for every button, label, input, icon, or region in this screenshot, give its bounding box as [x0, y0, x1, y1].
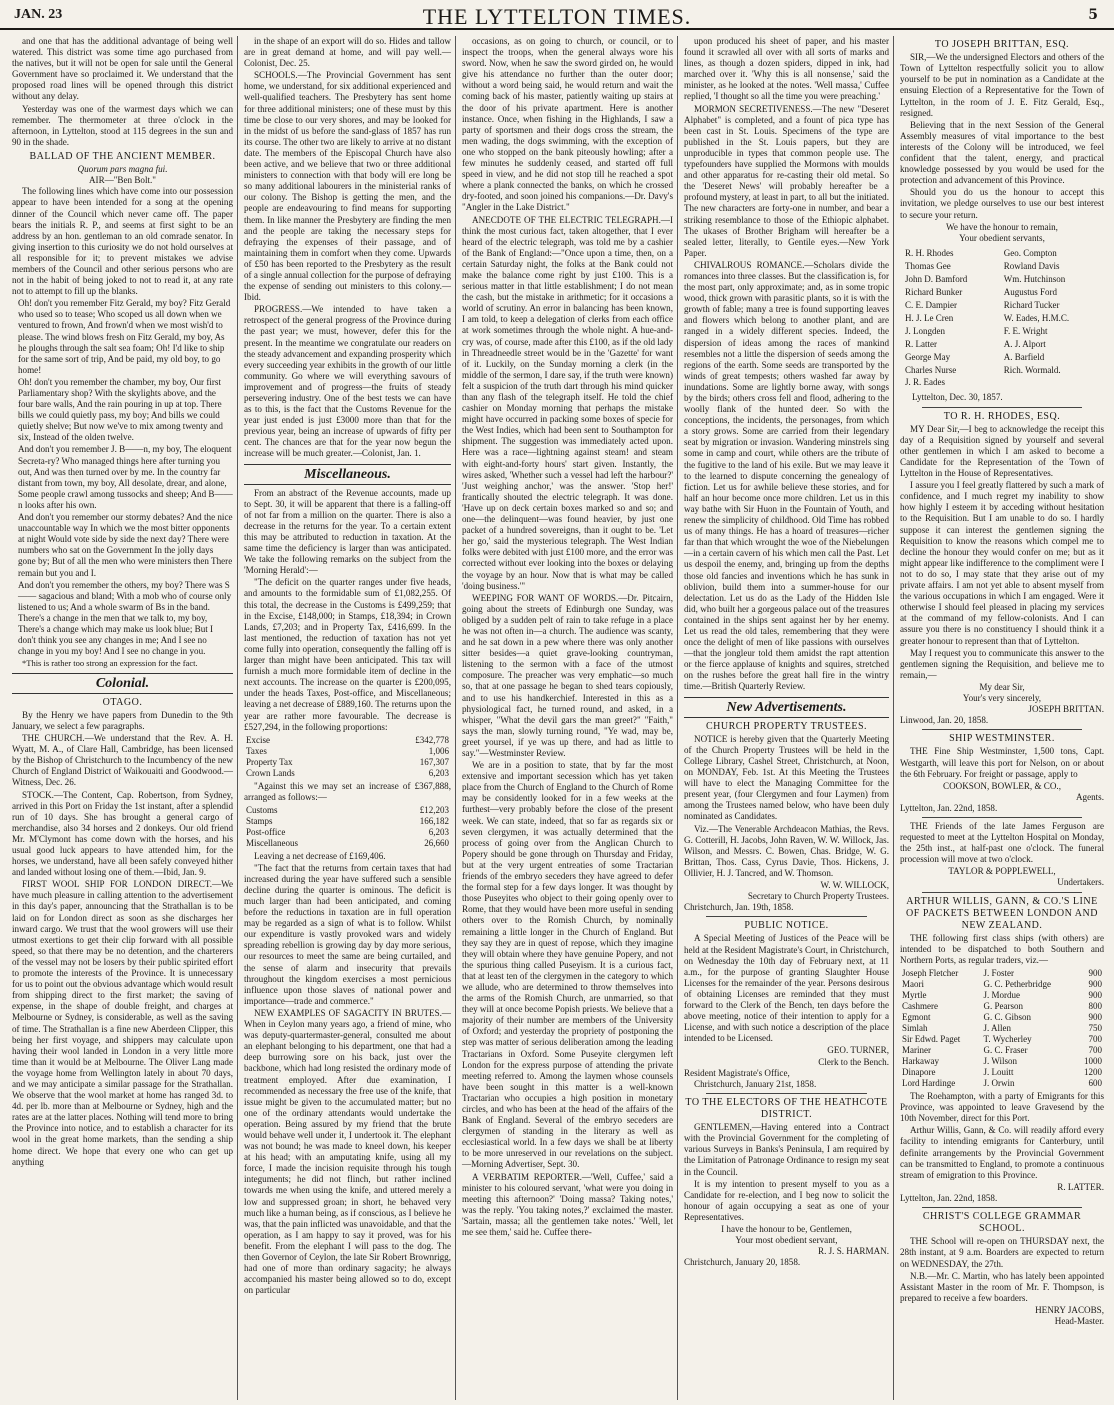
table-cell: Crown Lands [246, 767, 295, 778]
column-5 [896, 36, 1108, 1400]
signature: TAYLOR & POPPLEWELL, [948, 866, 1056, 877]
table-cell: Richard Bunker [905, 286, 963, 297]
paragraph: PROGRESS.—We intended to have taken a retrospect of the general progress of the Province during the past year; we must, however, defer this for the present. In the meantime we congratulate our readers on the steady advancement and expanding prosperity which every succeeding year exhibits in the growth of our little community. Go where we will everything savours of improvement and of progress—the fruits of steady persevering industry. One of the best tests we can have as to this, is the fact that the Customs Revenue for the year just ended is just £3000 more than that for the previous year, being an increase of upwards of fifty per cent. The chances are that for the year now begun the increase will be much greater.—Colonist, Jan. 1. [244, 304, 451, 459]
table-cell: George May [905, 351, 951, 362]
signature: JOSEPH BRITTAN. [1028, 704, 1104, 715]
table-row [244, 746, 451, 757]
signature: I have the honour to be, Gentlemen, [721, 1224, 852, 1235]
packets-heading: ARTHUR WILLIS, GANN, & CO.'S LINE OF PACKETS BETWEEN LONDON AND NEW ZEALAND. [906, 895, 1098, 931]
table-cell: G. C. Petherbridge [983, 979, 1052, 990]
ballad-verses [12, 298, 233, 657]
signature: GEO. TURNER, [827, 1045, 889, 1056]
otago-heading: OTAGO. [102, 696, 143, 708]
newspaper-title: THE LYTTELTON TIMES. [422, 4, 692, 29]
table-cell: 1200 [1084, 1067, 1102, 1078]
table-cell: Dinapore [902, 1067, 936, 1078]
newspaper-columns [8, 36, 1108, 1400]
table-cell: Sir Edwd. Paget [902, 1034, 961, 1045]
ship-heading: SHIP WESTMINSTER. [949, 733, 1055, 745]
verse: And don't you remember J. B——n, my boy, The eloquent Secreta-ry? Who managed things here after turning you out, And was then turned over by me. In the country far distant from town, my boy, All desolate, drear, and alone, Some people crawl among tussocks and sheep; And B——n looks after his own. [18, 444, 233, 510]
table-row [244, 805, 451, 816]
paragraph: upon produced his sheet of paper, and his master found it scrawled all over with all sorts of marks and lines, as though a dozen spiders, dipped in ink, had marched over it. 'Why this is all nonsense,' said the minister, as he looked at the notes. 'Well massa,' Cuffee replied, 'I thought so all the time you were preaching.' [684, 36, 889, 102]
paragraph: THE Fine Ship Westminster, 1,500 tons, Capt. Westgarth, will leave this port for Nelson, on or about the 6th February. For freight or passage, apply to [900, 746, 1104, 779]
divider [922, 1207, 1082, 1208]
table-row [902, 287, 1102, 298]
divider [922, 729, 1082, 730]
paragraph: THE Friends of the late James Ferguson are requested to meet at the Lyttelton Hospital on Monday, the 25th inst., at half-past one o'clock. The funeral procession will move at two o'clock. [900, 821, 1104, 865]
signature: R. LATTER. [1057, 1181, 1104, 1192]
public-notice-heading: PUBLIC NOTICE. [744, 920, 829, 932]
signature: COOKSON, BOWLER, & CO., [943, 780, 1061, 791]
table-cell: Excise [246, 734, 270, 745]
table-row [900, 1078, 1104, 1089]
signature: My dear Sir, [979, 681, 1025, 692]
column-3 [458, 36, 678, 1400]
table-cell: Augustus Ford [1003, 286, 1058, 297]
table-cell: J. Louitt [983, 1067, 1014, 1078]
table-cell: J. Longden [905, 325, 945, 336]
paragraph: It is my intention to present myself to you as a Candidate for re-election, and I beg now to solicit the honour of again occupying a seat as one of your Representatives. [684, 1178, 889, 1222]
column-1 [8, 36, 238, 1400]
table-row [902, 377, 1102, 388]
table-row [900, 1001, 1104, 1012]
table-row [902, 300, 1102, 311]
table-cell: Customs [246, 804, 278, 815]
table-row [902, 339, 1102, 350]
paragraph: STOCK.—The Content, Cap. Robertson, from Sydney, arrived in this Port on Friday the 1st instant, after a splendid run of 10 days. She has brought a general cargo of merchandise, also 34 horses and 2 donkeys. Our old friend Mr. M'Clymont has come down with the horses, and his usual good luck appears to have attended him, for the horses, we understand, have all been safely conveyed hither and landed without losing one of them.—Ibid, Jan. 9. [12, 789, 233, 878]
signature: W. W. WILLOCK, [820, 880, 889, 891]
closing: Your obedient servants, [959, 232, 1045, 243]
table-cell: Miscellaneous [246, 837, 298, 848]
paragraph: ANECDOTE OF THE ELECTRIC TELEGRAPH.—I think the most curious fact, taken altogether, that I ever heard of the electric telegraph, was told me by a cashier of the Bank of England:—"Once upon a time, then, on a certain Saturday night, the folks at the Bank could not make the balance come right by just £100. This is a serious matter in that little establishment; I do not mean the cash, but the mistake in arithmetic; for it occasions a world of scrutiny. An error in balancing has been known, I am told, to keep a delegation of clerks from each office at work sometimes through the whole night. A hue-and-cry was, of course, made after this £100, as if the old lady in Threadneedle street would be in the 'Gazette' for want of it. Luckily, on the Sunday morning a clerk (in the middle of the sermon, I dare say, if the truth were known) felt a suspicion of the truth dart through his mind quicker than any flash of the telegraph itself. He told the chief cashier on Monday morning that perhaps the mistake might have occurred in packing some boxes of specie for the West Indies, which had been sent to Southampton for shipment. The suggestion was immediately acted upon. Here was a race—lightning against steam! and steam with eight-and-forty hours' start given. Instantly, the wires asked, 'Whether such a vessel had left the harbour?' 'Just weighing anchor,' was the answer. 'Stop her!' frantically shouted the electric telegraph. It was done. 'Have up on deck certain boxes marked so and so; and one—the delinquent—was found heavier, by just one packet of a hundred sovereigns, than it ought to be. 'Let her go,' said the mysterious telegraph. The West Indian folks were debited with just £100 more, and the error was corrected without ever looking into the boxes or delaying the voyage by an hour. Now that is what may be called 'doing business.'" [462, 214, 673, 591]
table-row [244, 816, 451, 827]
table-cell: 900 [1088, 990, 1102, 1001]
paragraph: occasions, as on going to church, or council, or to inspect the troops, when the general always wore his sword. Now, when he saw the sword girded on, he would give his attendance no further than the outer door; without a word being said, he would return and wait the coming back of his master, patiently waiting up stairs at the door of his private apartment. Here is another instance. Once, when fishing in the Highlands, I saw a party of sportsmen and their dogs cross the stream, the men wading, the dogs swimming, with the exception of one who stopped on the bank piteously howling; after a few minutes he suddenly ceased, and started off full speed in view, and he did not stop till he reached a spot where a plank connected the banks, on which he crossed dry-footed, and soon joined his companions.—Dr. Davy's "Angler in the Lake District." [462, 36, 673, 213]
revenue-increase-table [244, 805, 451, 849]
table-cell: Taxes [246, 745, 267, 756]
table-cell: 6,203 [428, 767, 449, 778]
ballad-note: The following lines which have come into our possession appear to have been intended for a song at the opening dinner of the Council which never came off. The paper bears the initials R. P., and seems at first sight to be an address by an hon. gentleman to an old comrade senator. In giving insertion to this curiosity we do not hold ourselves at all responsible for it; to prevent mistakes we advise members of the Council and other serious persons who are not in the habit of being joked to not to read it, at any rate not to attempt to fill up the blanks. [12, 186, 233, 297]
ballad-air: AIR—"Ben Bolt." [88, 175, 157, 186]
paragraph: CHIVALROUS ROMANCE.—Scholars divide the romances into three classes. But the classification is, for the most part, only approximate; and, as in some tropic wood, thick grown with parasitic plants, so it is with the growth of fable; many a tree is found supporting leaves and flowers which belong to another plant, and are ranged in a widely different species. Indeed, the dispersion of ideas among the races of mankind resembles not a little the dispersion of seeds among the regions of the earth. Some seeds are transported by the winds of great tempests; others washed far away by inundations. Some are lightly borne away, with songs by the birds; others cross fell and flood, adhering to the woolly flank of the hunted deer. So with the conceptions, the incidents, the personages, from which a story grows. Some are carried from their legendary seat by migration or invasion. Wandering minstrels sing some in camp and court, while others are the tribute of the fugitive to the land of his exile. But we may leave it to the learned to dispute concerning the genealogy of fiction. Let us for awhile believe these stories, and for half an hour become once more children. Let us in this way bathe with Sir Huon in the Fountain of Youth, and renew the simplicity of childhood. Old Time has robbed us of many things. He has a hoard of treasures—richer far than that which wrought the woe of the Niebelungen—in a certain cavern of his which men call the Past. Let us despoil the enemy, and, bringing up from the depths those old fancies and inventions which he has sunk in oblivion, build them into a summer-house for our delectation. Let us do as the Lady of the Hidden Isle did, who built her a gorgeous palace out of the treasures contained in the ships sent against her by her enemy. Let us read the old tales, remembering that they were once the delight of men of like passions with ourselves—that the jongleur told them amidst the rapt attention or the fierce applause of knights and squires, stretched on the rushes before the great hall fire in the wintry time.—British Quarterly Review. [684, 259, 889, 692]
table-row [244, 735, 451, 746]
table-cell: T. Wycherley [983, 1034, 1032, 1045]
table-cell: Egmont [902, 1012, 931, 1023]
table-row [244, 757, 451, 768]
table-cell: 6,203 [428, 826, 449, 837]
table-cell: Property Tax [246, 756, 293, 767]
table-cell: £12,203 [419, 804, 449, 815]
dateline: Christchurch, January 20, 1858. [684, 1257, 801, 1268]
table-cell: J. R. Eades [905, 377, 945, 388]
paragraph: MY Dear Sir,—I beg to acknowledge the receipt this day of a Requisition signed by yourself and several other gentlemen in which I am asked to become a Candidate for the Representation of the Town of Lyttelton in the House of Representatives. [900, 423, 1104, 479]
table-cell: 700 [1088, 1045, 1102, 1056]
table-row [900, 968, 1104, 979]
table-cell: H. J. Le Cren [905, 312, 954, 323]
table-cell: J. Foster [983, 968, 1015, 979]
paragraph: A Special Meeting of Justices of the Peace will be held at the Resident Magistrate's Court, in Christchurch, on Wednesday the 10th day of February next, at 11 a.m., for the purpose of granting Slaughter House Licenses for the remainder of the year. Persons desirous of obtaining Licenses are reminded that they must forward to the Clerk of the Bench, ten days before the above meeting, notice of their intention to apply for a License, and with such notice a description of the place intended to be Licensed. [684, 933, 889, 1044]
paragraph: THE following first class ships (with others) are intended to be dispatched to both Southern and Northern Ports, as regular traders, viz.— [900, 933, 1104, 966]
table-cell: 900 [1088, 979, 1102, 990]
table-cell: 900 [1088, 1012, 1102, 1023]
paragraph: I assure you I feel greatly flattered by such a mark of confidence, and I much regret my inability to show how highly I esteem it by acceding without hesitation to the Requisition. But I am unable to do so. I hardly suppose it can interest the gentlemen signing the Requisition to know the reasons which compel me to decline the honour they would confer on me; but as it might appear like indifference to the compliment were I not to do so, I may state that they arise out of my private affairs. I am not yet able to absent myself from the various occupations in which I am engaged. Were it otherwise I should feel pleased in placing my services at the command of my fellow-colonists. And I can assure you there is no constituency I should think it a greater honour to represent than that of Lyttelton. [900, 480, 1104, 646]
paragraph: "The deficit on the quarter ranges under five heads, and amounts to the formidable sum of £1,082,255. Of this total, the decrease in the Customs is £499,259; that in the Excise, £148,000; in Stamps, £18,394; in Crown Lands, £7,203; and in Property Tax, £416,699. In the last mentioned, the reduction of taxation has not yet come fully into operation, consequently the falling off is larger than might have been anticipated. This tax will furnish a much more formidable item of decline in the next accounts. The increase on the quarter is £200,095, under the heads Taxes, Post-office, and Miscellaneous; leaving a net decrease of £889,160. The returns upon the year are rather more favourable. The decrease is £527,294, in the following proportions: [244, 577, 451, 732]
school-heading: CHRIST'S COLLEGE GRAMMAR SCHOOL. [922, 1211, 1082, 1235]
table-cell: 167,307 [419, 756, 449, 767]
table-cell: Charles Nurse [905, 364, 957, 375]
table-cell: Richard Tucker [1003, 299, 1060, 310]
paragraph: We are in a position to state, that by far the most extensive and important secession which has yet taken place from the Church of England to the Church of Rome may be considently looked for in a few weeks at the furthest—very probably before the close of the present week. We can state, indeed, that so far as regards six or seven clergymen, it was actually determined that the process of going over from the Anglican Church to Popery should be gone through on Thursday and Friday, but at the very urgent entreaties of some Tractarian friends of the embryo seceders they have agreed to defer the formal step for a few days longer. It was thought by those Puseyites who object to their going openly over to Rome, that they would have been more useful in sending others over to the Romish Church, by nominally remaining a little longer in the Church of England. But they say they are in quest of repose, which they imagine they will obtain where they have genuine Popery, and not the spurious thing called Puseyism. It is a curious fact, that at least ten of the clergymen in the category to which we allude, who are determined to throw themselves into the arms of the Romish Church, are unmarried, so that they will at once become Popish priests. We believe that a majority of their number are members of the University of Oxford; and yesterday the propriety of postponing the step was matter of serious deliberation among the leading Tractarians in Oxford. Some Puseyite clergymen left London for the express purpose of attending the private meeting referred to. Among the laymen whose counsels have been sought in this matter is a well-known Tractarian who occupies a high position in monetary circles, and who has been at the head of the affairs of the Bank of England. Several of the embryo seceders are clergymen of standing in the literary as well as ecclesiastical world. In a few days we shall be at liberty to be more unreserved in our revelations on the subject.—Morning Advertiser, Sept. 30. [462, 760, 673, 1170]
paragraph: SIR,—We the undersigned Electors and others of the Town of Lyttelton respectfully solicit you to allow yourself to be put in nomination as a Candidate at the ensuing Election of a Representative for the Town of Lyttelton, in the room of J. E. Fitz Gerald, Esq., resigned. [900, 52, 1104, 118]
table-cell: 750 [1088, 1023, 1102, 1034]
brittan-heading: TO JOSEPH BRITTAN, ESQ. [934, 39, 1070, 50]
signature: Your's very sincerely, [962, 692, 1042, 703]
divider [922, 817, 1082, 818]
signature: R. J. S. HARMAN. [818, 1246, 889, 1257]
paragraph: From an abstract of the Revenue accounts, made up to Sept. 30, it will be apparent that there is a falling-off of not far from a million on the quarter. There is also a decrease in the returns for the year. To a certain extent this may be attributed to reduction in taxation. At the same time the deficiency is larger than was anticipated. We take the following remarks on the subject from the 'Morning Herald':— [244, 487, 451, 576]
ballad-title: BALLAD OF THE ANCIENT MEMBER. [29, 150, 216, 162]
paragraph: in the shape of an export will do so. Hides and tallow are in great demand at home, and will pay well.—Colonist, Dec. 25. [244, 36, 451, 69]
table-cell: 800 [1088, 1001, 1102, 1012]
table-cell: 166,182 [419, 815, 449, 826]
paragraph: A VERBATIM REPORTER.—'Well, Cuffee,' said a minister to his coloured servant, 'what were you doing in meeting this afternoon?' 'Doing massa? Taking notes,' was the reply. 'You taking notes,?' exclaimed the master. 'Sartain, massa; all the gentlemen take notes.' 'Well, let me see them,' said he. Cuffee there- [462, 1171, 673, 1238]
new-advertisements-heading: New Advertisements. [684, 697, 889, 718]
dateline: Linwood, Jan. 20, 1858. [900, 715, 989, 726]
paragraph: MORMON SECRETIVENESS.—The new "Deseret Alphabet" is completed, and a fount of pica type has been cast in St. Louis. Specimens of the type are published in the St. Louis papers, but they are unproducible in types that common people use. The typefounders have supplied the Mormons with moulds and other apparatus for re-casting their old metal. So the 'Deseret News' will probably hereafter be a profound mystery, at least in part, to all but the initiated. The new characters are forty-one in number, and bear a striking resemblance to those of the Ethiopic alphabet. The ukases of Brother Brigham will hereafter be a sealed letter, literally, to Gentile eyes.—New York Paper. [684, 103, 889, 258]
table-cell: £342,778 [415, 734, 449, 745]
ballad-motto: Quorum pars magna fui. [77, 164, 168, 175]
table-cell: Lord Hardinge [902, 1078, 956, 1089]
table-cell: 900 [1088, 968, 1102, 979]
table-row [902, 365, 1102, 376]
paragraph: NEW EXAMPLES OF SAGACITY IN BRUTES.—When in Ceylon many years ago, a friend of mine, who was deputy-quartermaster-general, consulted me about an elephant belonging to his department, one that had a deep burrowing sore on his back, just over the backbone, which had long resisted the ordinary mode of treatment employed. After due examination, I recommended as necessary the free use of the knife, that issue might be given to the accumulated matter; but no one of the ordinary attendants would undertake the operation. Being assured by my friend that the brute would behave well under it, I undertook it. The elephant was not bound; he was made to kneel down, his keeper at his head; with an amputating knife, using all my force, I made the incision requisite through his tough integuments; he did not flinch, but rather inclined towards me when using the knife, and uttered merely a low and suppressed groan; in short, he behaved very much like a human being, as if conscious, as I believe he was, that the pain inflicted was unavoidable, and that the operation, as I am happy to say it proved, was for his benefit. From the elephant I will pass to the dog. The then Governor of Ceylon, the late Sir Robert Brownrigg, had one of more than ordinary sagacity; he always accompanied his master being allowed so to do, except on particular [244, 1007, 451, 1296]
signature: Agents. [1075, 791, 1104, 802]
table-row [902, 261, 1102, 272]
table-cell: G. C. Gibson [983, 1012, 1032, 1023]
table-cell: W. Eades, H.M.C. [1003, 312, 1070, 323]
paragraph: NOTICE is hereby given that the Quarterly Meeting of the Church Property Trustees will be held in the College Library, Cashel Street, Christchurch, at Noon, on MONDAY, Feb. 1st. At this Meeting the Trustees will have to elect the Managing Committee for the present year, (four Clergymen and four Laymen) from among the Trustees named below, who have been duly nominated as Candidates. [684, 733, 889, 822]
table-row [902, 274, 1102, 285]
table-cell: 600 [1088, 1078, 1102, 1089]
table-row [900, 1056, 1104, 1067]
closing: We have the honour to remain, [946, 221, 1058, 232]
paragraph: N.B.—Mr. C. Martin, who has lately been appointed Assistant Master in the room of Mr. F. Thompson, is prepared to receive a few boarders. [900, 1270, 1104, 1303]
table-cell: Wm. Hutchinson [1003, 273, 1066, 284]
table-cell: J. Mordue [983, 990, 1021, 1001]
table-row [902, 326, 1102, 337]
divider [922, 407, 1082, 408]
rhodes-heading: TO R. H. RHODES, ESQ. [943, 410, 1061, 422]
verse: And don't you remember our stormy debates? And the nice unaccountable way In which we the most bitter opponents at night Would vote side by side the next day? There were numbers who sat on the Government In the jolly days gone by; But of all the men who were ministers then There remain but you and I. [18, 512, 233, 578]
paragraph: GENTLEMEN,—Having entered into a Contract with the Provincial Government for the completing of various Surveys in Banks's Peninsula, I am required by the Limitation of Patronage Ordinance to resign my seat in the Council. [684, 1122, 889, 1177]
table-cell: A. Barfield [1003, 351, 1045, 362]
divider [706, 916, 867, 917]
signature: Head-Master. [1054, 1316, 1104, 1327]
table-cell: Cashmere [902, 1001, 938, 1012]
table-row [902, 313, 1102, 324]
column-4 [680, 36, 894, 1400]
paragraph: THE CHURCH.—We understand that the Rev. A. H. Wyatt, M. A., of Clare Hall, Cambridge, has been licensed by the Bishop of Christchurch to the Incumbency of the new Church of England District of Waikouaiti and Goodwood.—Witness, Dec. 26. [12, 733, 233, 788]
paragraph: WEEPING FOR WANT OF WORDS.—Dr. Pitcairn, going about the streets of Edinburgh one Sunday, was obliged by a sudden pelt of rain to take refuge in a place he was not often in—a church. The audience was scanty, and he sat down in a pew where there was only another sitter besides—a quiet grave-looking countryman, listening to the sermon with a face of the utmost composure. The preacher was very emphatic—so much so, that at one passage he began to shed tears copiously, and to use his handkerchief. Interested in this as a physiological fact, he turned round, and asked, in a whisper, "What the devil gars the man greet?" "Faith," says the man, slowly turning round, "Ye wad, may be, greet yoursel, if ye was up there, and had as little to say."—Westminster Review. [462, 592, 673, 758]
table-cell: J. Allen [983, 1023, 1012, 1034]
paragraph: FIRST WOOL SHIP FOR LONDON DIRECT.—We have much pleasure in calling attention to the advertisement in this day's paper, announcing that the Strathallan is to be laid on for London direct as soon as she discharges her inward cargo. We trust that the wool growers will use their utmost exertions to get their clip forward with all possible speed, so that there may be no detention, and the charterers of the vessel may not be losers by their public spirited effort to promote the interests of the Province. It is unnecessary for us to point out the obvious advantage which would result from shipping direct to the first market; the saving of expense, in the shape of double freight, and charges at Melbourne or Sydney, is considerable, as well as the saving of time. The Strathallan is a fine new Aberdeen Clipper, this being her first voyage, and shippers may calculate upon having their wool landed in London in a very little more time than it would be at Melbourne. The Oliver Lang made the voyage home from Wellington lately in about 70 days, and we may anticipate a similar passage for the Strathallan. We observe that the wool market at home has ranged 3d. to 4d. per lb. more than at Melbourne or Sydney, high and the rates are at the latter places. Nothing will tend more to bring the Province into notice, and to establish a character for its wool in the great home markets, than the sending a ship home direct. We hope that every one who can get up anything [12, 879, 233, 1167]
colonial-heading: Colonial. [12, 673, 233, 694]
divider [922, 892, 1082, 893]
table-cell: Myrtle [902, 990, 927, 1001]
table-row [902, 352, 1102, 363]
dateline: Lyttelton, Dec. 30, 1857. [912, 392, 1003, 403]
table-cell: R. H. Rhodes [905, 247, 954, 258]
page-number: 5 [1088, 7, 1098, 23]
issue-date: JAN. 23 [14, 7, 63, 22]
signatories-table [900, 246, 1104, 391]
table-cell: G. Pearson [983, 1001, 1024, 1012]
table-cell: Mariner [902, 1045, 931, 1056]
table-cell: A. J. Alport [1003, 338, 1046, 349]
column-2 [240, 36, 456, 1400]
miscellaneous-heading: Miscellaneous. [244, 464, 451, 485]
table-cell: J. Orwin [983, 1078, 1015, 1089]
table-cell: Post-office [246, 826, 286, 837]
table-row [244, 827, 451, 838]
table-cell: R. Latter [905, 338, 937, 349]
dateline: Lyttelton, Jan. 22nd, 1858. [900, 802, 998, 813]
table-cell: Thomas Gee [905, 260, 951, 271]
table-cell: Rowland Davis [1003, 260, 1060, 271]
table-cell: Harkaway [902, 1056, 939, 1067]
electors-heading: TO THE ELECTORS OF THE HEATHCOTE DISTRICT. [685, 1096, 888, 1120]
paragraph: Viz.—The Venerable Archdeacon Mathias, the Revs. G. Cotterill, H. Jacobs, John Raven, W. W. Willock, Jas. Wilson, and Messrs. C. Bowen, Chas. Bridge, W. G. Brittan, Thos. Cass, Cyrus Davie, Thos. Hickens, J. Ollivier, H. J. Tancred, and W. Thomson. [684, 823, 889, 878]
table-cell: Simlah [902, 1023, 928, 1034]
table-row [900, 990, 1104, 1001]
paragraph: Arthur Willis, Gann, & Co. will readily afford every facility to intending emigrants for Canterbury, until definite arrangements by the Provincial Government can be transmitted to England, to promote a continuous stream of emigration to this Province. [900, 1125, 1104, 1180]
table-cell [1001, 377, 1102, 388]
table-cell: Joseph Fletcher [902, 968, 959, 979]
verse: And don't you remember the others, my boy? There was S—— sagacious and bland; With a mob who of course only listened to us; And a whole swarm of Bs in the band. There's a change in the men that we talk to, my boy, There's a change which may make us look blue; But I don't think you see any changes in me; And I see no change in you my boy! And I see no change in you. [18, 579, 232, 657]
table-row [900, 1034, 1104, 1045]
ballad-footnote: *This is rather too strong an expression for the fact. [22, 658, 198, 669]
ships-table [900, 968, 1104, 1089]
dateline: Christchurch, Jan. 19th, 1858. [684, 902, 794, 913]
signature: Secretary to Church Property Trustees. [747, 891, 889, 902]
table-cell: J. Wilson [983, 1056, 1018, 1067]
verse: Oh! don't you remember the chamber, my boy, Our first Parliamentary shop? With the skylights above, and the four bare walls, And the rain pouring in up at top. There bills we could quietly pass, my boy; And bills we could quietly shelve; But now we've to mix among twenty and six, Instead of the olden twelve. [18, 376, 223, 443]
paragraph: The Roehampton, with a party of Emigrants for this Province, was appointed to leave Gravesend by the 10th November, direct for this Port. [900, 1091, 1104, 1124]
table-row [900, 1012, 1104, 1023]
signature: HENRY JACOBS, [1035, 1304, 1104, 1315]
table-cell: 700 [1088, 1034, 1102, 1045]
table-cell: 26,660 [424, 837, 449, 848]
paragraph: Believing that in the next Session of the General Assembly measures of vital importance to the best interests of the Colony will be introduced, we feel confident that the talent, energy, and practical knowledge possessed by you would be used for the protection and advancement of this Province. [900, 119, 1104, 186]
revenue-decrease-table [244, 735, 451, 779]
dateline: Christchurch, January 21st, 1858. [694, 1078, 817, 1089]
table-row [900, 979, 1104, 990]
table-cell: Geo. Compton [1003, 247, 1057, 258]
table-row [900, 1023, 1104, 1034]
table-cell: Maori [902, 979, 924, 990]
paragraph: THE School will re-open on THURSDAY next, the 28th instant, at 9 a.m. Boarders are expected to return on WEDNESDAY, the 27th. [900, 1236, 1104, 1269]
paragraph: May I request you to communicate this answer to the gentlemen signing the Requisition, and believe me to remain,— [900, 647, 1104, 680]
table-row [244, 768, 451, 779]
signature: Clerk to the Bench. [818, 1056, 889, 1067]
table-row [902, 248, 1102, 259]
dateline: Resident Magistrate's Office, [684, 1067, 790, 1078]
table-cell: John D. Bamford [905, 273, 968, 284]
dateline: Lyttelton, Jan. 22nd, 1858. [900, 1192, 998, 1203]
table-cell: 1,006 [428, 745, 449, 756]
paragraph: SCHOOLS.—The Provincial Government has sent home, we understand, for six additional experienced and well-qualified teachers. The Presbytery has sent home for three additional ministers; one of these must by this time be close to our very shores, and may be looked for in the midst of us before the sand-glass of 1857 has run its course. The other two are likely to arrive at no distant date. The members of the Episcopal Church have also been active, and we believe that two or three additional ministers to connection with that body will ere long be so many additional labourers in the ministerial ranks of our colony. The Bishop is getting the men, and the people are endeavouring to find means for supporting them. In like manner the Presbytery are finding the men and the people are taking the necessary steps for defraying the expenses of their passage, and of maintaining them in comfort when they come. Upwards of £50 has been reported to the Presbytery as the result of a single annual collection for the purpose of defraying the expense of sending out ministers to this colony.—Ibid. [244, 70, 451, 303]
paragraph: Leaving a net decrease of £169,406. [254, 850, 386, 861]
table-cell: Rich. Wormald. [1003, 364, 1061, 375]
church-trustees-heading: CHURCH PROPERTY TRUSTEES. [705, 720, 868, 732]
table-row [244, 838, 451, 849]
paragraph: Should you do us the honour to accept this invitation, we pledge ourselves to use our best interest to secure your return. [900, 187, 1104, 220]
table-cell: F. E. Wright [1003, 325, 1048, 336]
table-cell: G. C. Fraser [983, 1045, 1028, 1056]
table-cell: Stamps [246, 815, 273, 826]
masthead [0, 0, 1114, 30]
paragraph: By the Henry we have papers from Dunedin to the 9th January, we select a few paragraphs. [12, 709, 233, 731]
verse: Oh! don't you remember Fitz Gerald, my boy? Fitz Gerald who used so to tease; Who scoped us all down when we ventured to frown, And frown'd when we most wish'd to please. The wind blows fresh on Fitz Gerald, my boy, As he ploughs through the salt sea foam; Oh! I'd like to ship for the same sort of trip, And be paid, my old boy, to go home! [18, 298, 231, 375]
table-cell: 1000 [1084, 1056, 1102, 1067]
signature: Your most obedient servant, [735, 1235, 838, 1246]
paragraph: Yesterday was one of the warmest days which we can remember. The thermometer at three o'clock in the afternoon, in Lyttelton, stood at 115 degrees in the sun and 90 in the shade. [12, 103, 233, 147]
table-cell: C. E. Dampier [905, 299, 957, 310]
paragraph: "Against this we may set an increase of £367,888, arranged as follows:— [244, 780, 451, 802]
divider [706, 1093, 867, 1094]
signature: Undertakers. [1057, 877, 1104, 888]
table-row [900, 1067, 1104, 1078]
table-row [900, 1045, 1104, 1056]
paragraph: and one that has the additional advantage of being well watered. This district was some time ago purchased from the natives, but it will not be open for sale until the General Government have so proclaimed it. We understand that the proposed road lines will be opened through this district without any delay. [12, 36, 233, 102]
paragraph: "The fact that the returns from certain taxes that had increased during the year have suffered such a sensible decline during the quarter is ominous. The deficit is much larger than had been anticipated, and coming before the reductions in taxation are in full operation may be regarded as a sign of what is to follow. Whilst our expenditure is vastly provoked wars and widely spreading rebellion is growing day by day more serious, our resources to meet the same are being curtailed, and the sense of alarm and insecurity that prevails throughout the kingdom exercises a most pernicious influence upon those slaves of national power and importance—trade and commerce." [244, 862, 451, 1006]
